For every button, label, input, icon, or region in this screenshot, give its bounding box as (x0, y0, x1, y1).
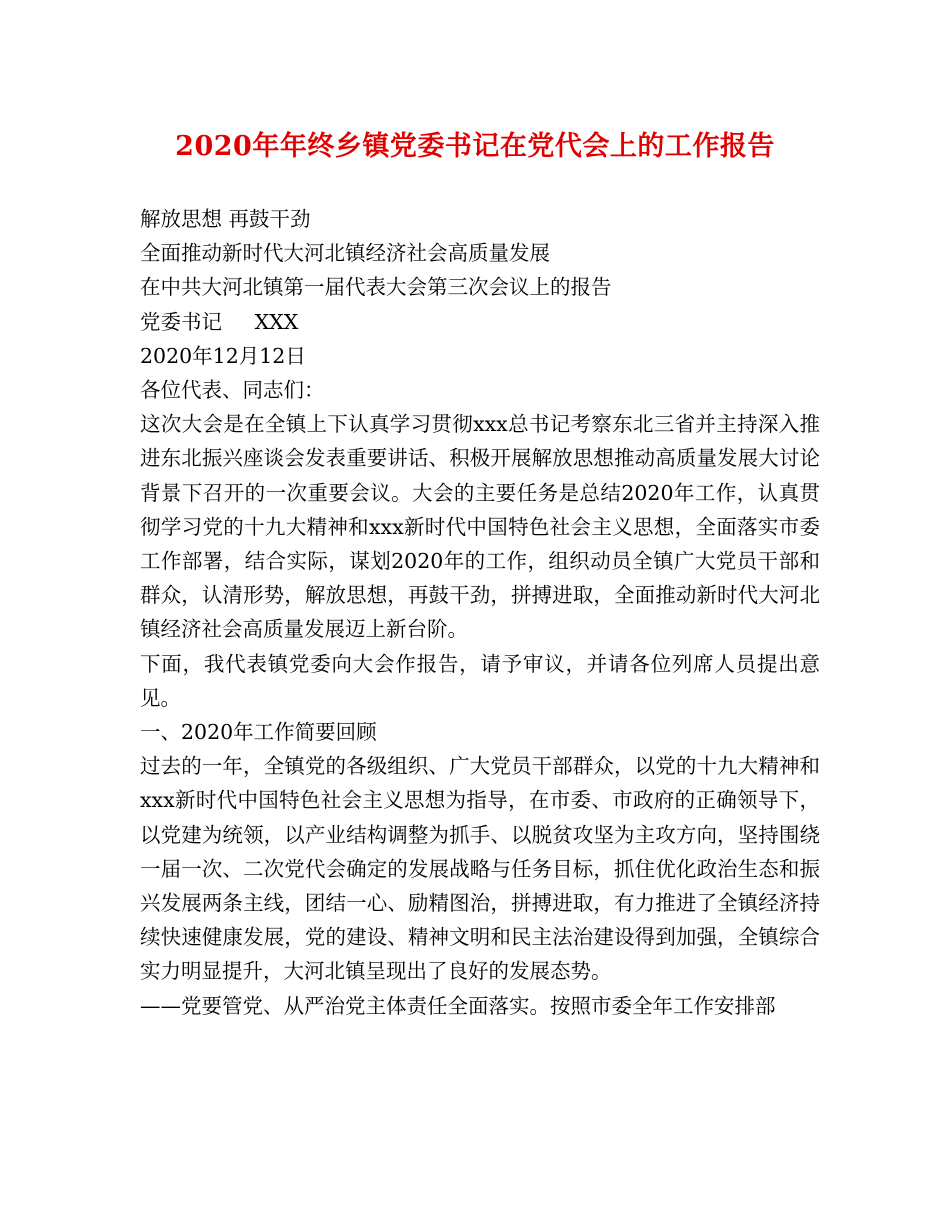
section-heading-review: 一、2020年工作简要回顾 (140, 719, 377, 744)
subtitle-slogan: 解放思想 再鼓干劲 (140, 207, 311, 231)
document-title: 2020年年终乡镇党委书记在党代会上的工作报告 (175, 131, 775, 162)
paragraph-party-discipline: ——党要管党、从严治党主体责任全面落实。按照市委全年工作安排部 (140, 993, 776, 1018)
report-date: 2020年12月12日 (140, 343, 306, 368)
document-body (140, 202, 820, 1023)
paragraph-review: 过去的一年，全镇党的各级组织、广大党员干部群众，以党的十九大精神和xxx新时代中国特色社会主义思想为指导，在市委、市政府的正确领导下，以党建为统领，以产业结构调整为抓手、以脱贫攻坚为主攻方向，坚持围绕一届一次、二次党代会确定的发展战略与任务目标，抓住优化政治生态和振兴发展两条主线，团结一心、励精图治，拼搏进取，有力推进了全镇经济持续快速健康发展，党的建设、精神文明和民主法治建设得到加强，全镇综合实力明显提升，大河北镇呈现出了良好的发展态势。 (140, 754, 820, 984)
salutation: 各位代表、同志们： (140, 377, 325, 402)
paragraph-report-notice: 下面，我代表镇党委向大会作报告，请予审议，并请各位列席人员提出意见。 (140, 651, 820, 710)
speaker-line: 党委书记 XXX (140, 309, 299, 334)
subtitle-theme: 全面推动新时代大河北镇经济社会高质量发展 (140, 241, 550, 266)
subtitle-occasion: 在中共大河北镇第一届代表大会第三次会议上的报告 (140, 275, 612, 300)
paragraph-intro: 这次大会是在全镇上下认真学习贯彻xxx总书记考察东北三省并主持深入推进东北振兴座谈会发表重要讲话、积极开展解放思想推动高质量发展大讨论背景下召开的一次重要会议。大会的主要任务是总结2020年工作，认真贯彻学习党的十九大精神和xxx新时代中国特色社会主义思想，全面落实市委工作部署，结合实际，谋划2020年的工作，组织动员全镇广大党员干部和群众，认清形势，解放思想，再鼓干劲，拼搏进取，全面推动新时代大河北镇经济社会高质量发展迈上新台阶。 (140, 412, 820, 642)
